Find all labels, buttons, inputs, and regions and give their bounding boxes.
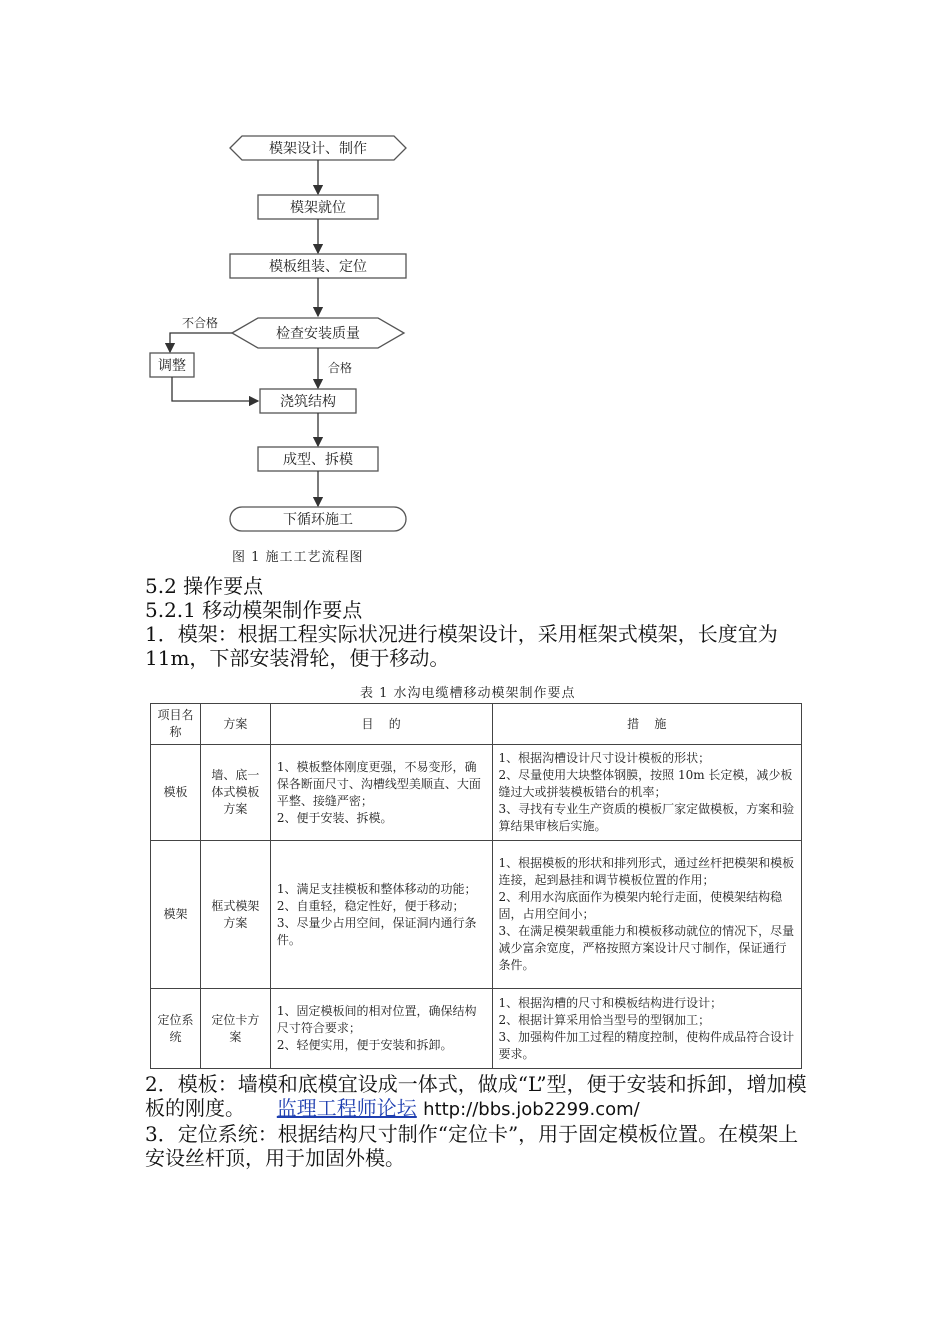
row-measures: 1、根据沟槽的尺寸和模板结构进行设计； 2、根据计算采用恰当型号的型钢加工； 3、加强构件加工过程的精度控制，使构件成品符合设计要求。 [492, 989, 802, 1069]
header-purpose: 目 的 [270, 704, 492, 745]
table-header-row [151, 704, 802, 745]
table-row [151, 841, 802, 989]
row-purpose: 1、满足支挂模板和整体移动的功能； 2、自重轻，稳定性好，便于移动； 3、尽量少占用空间，保证洞内通行条件。 [270, 841, 492, 989]
paragraph-3: 3．定位系统：根据结构尺寸制作“定位卡”，用于固定模板位置。在模架上安设丝杆顶，用于加固外模。 [145, 1122, 799, 1170]
forum-url[interactable]: http://bbs.job2299.com/ [423, 1099, 640, 1120]
flow-step-1: 模架设计、制作 [269, 141, 367, 157]
flow-step-4: 检查安装质量 [276, 326, 360, 342]
paragraph-1: 1．模架：根据工程实际状况进行模架设计，采用框架式模架，长度宜为 11m，下部安装滑轮，便于移动。 [145, 622, 778, 670]
row-plan: 框式模架方案 [200, 841, 270, 989]
figure-caption: 图 1 施工工艺流程图 [232, 550, 364, 565]
row-measures: 1、根据沟槽设计尺寸设计模板的形状； 2、尽量使用大块整体钢膜，按照 10m 长定模，减少板缝过大或拼装模板错台的机率； 3、寻找有专业生产资质的模板厂家定做模板，方案和验算结果审核后实施。 [492, 745, 802, 841]
row-item: 定位系统 [151, 989, 201, 1069]
table-row [151, 745, 802, 841]
requirements-table [150, 703, 802, 1069]
table-row [151, 989, 802, 1069]
section-heading-5-2: 5.2 操作要点 [145, 574, 264, 598]
flow-step-2: 模架就位 [290, 200, 346, 216]
row-plan: 墙、底一体式模板方案 [200, 745, 270, 841]
section-heading-5-2-1: 5.2.1 移动模架制作要点 [145, 598, 363, 622]
paragraph-2-text: 2．模板：墙模和底模宜设成一体式，做成“L”型，便于安装和拆卸，增加模板的刚度。 [145, 1072, 807, 1120]
paragraph-2 [145, 1072, 810, 1122]
header-item: 项目名称 [151, 704, 201, 745]
flow-pass-label: 合格 [327, 361, 353, 375]
row-plan: 定位卡方案 [200, 989, 270, 1069]
flow-fail-label: 不合格 [181, 316, 219, 330]
row-item: 模板 [151, 745, 201, 841]
header-plan: 方案 [200, 704, 270, 745]
table-caption: 表 1 水沟电缆槽移动模架制作要点 [360, 686, 576, 701]
flow-adjust: 调整 [158, 358, 186, 374]
flow-step-3: 模板组装、定位 [269, 259, 367, 275]
row-purpose: 1、固定模板间的相对位置，确保结构尺寸符合要求； 2、轻便实用，便于安装和拆卸。 [270, 989, 492, 1069]
forum-link[interactable]: 监理工程师论坛 [276, 1096, 417, 1120]
row-measures: 1、根据模板的形状和排列形式，通过丝杆把模架和模板连接，起到悬挂和调节模板位置的作用； 2、利用水沟底面作为模架内轮行走面，使模架结构稳固，占用空间小； 3、在满足模架载重能力和模板移动就位的情况下，尽量减少富余宽度，严格按照方案设计尺寸制作，保证通行条件。 [492, 841, 802, 989]
process-flowchart [130, 120, 430, 570]
flow-step-7: 下循环施工 [283, 512, 353, 528]
flow-step-6: 成型、拆模 [283, 452, 353, 468]
flow-step-5: 浇筑结构 [280, 394, 336, 410]
header-measures: 措 施 [492, 704, 802, 745]
row-item: 模架 [151, 841, 201, 989]
row-purpose: 1、模板整体刚度更强，不易变形，确保各断面尺寸、沟槽线型美顺直、大面平整、接缝严密； 2、便于安装、拆模。 [270, 745, 492, 841]
